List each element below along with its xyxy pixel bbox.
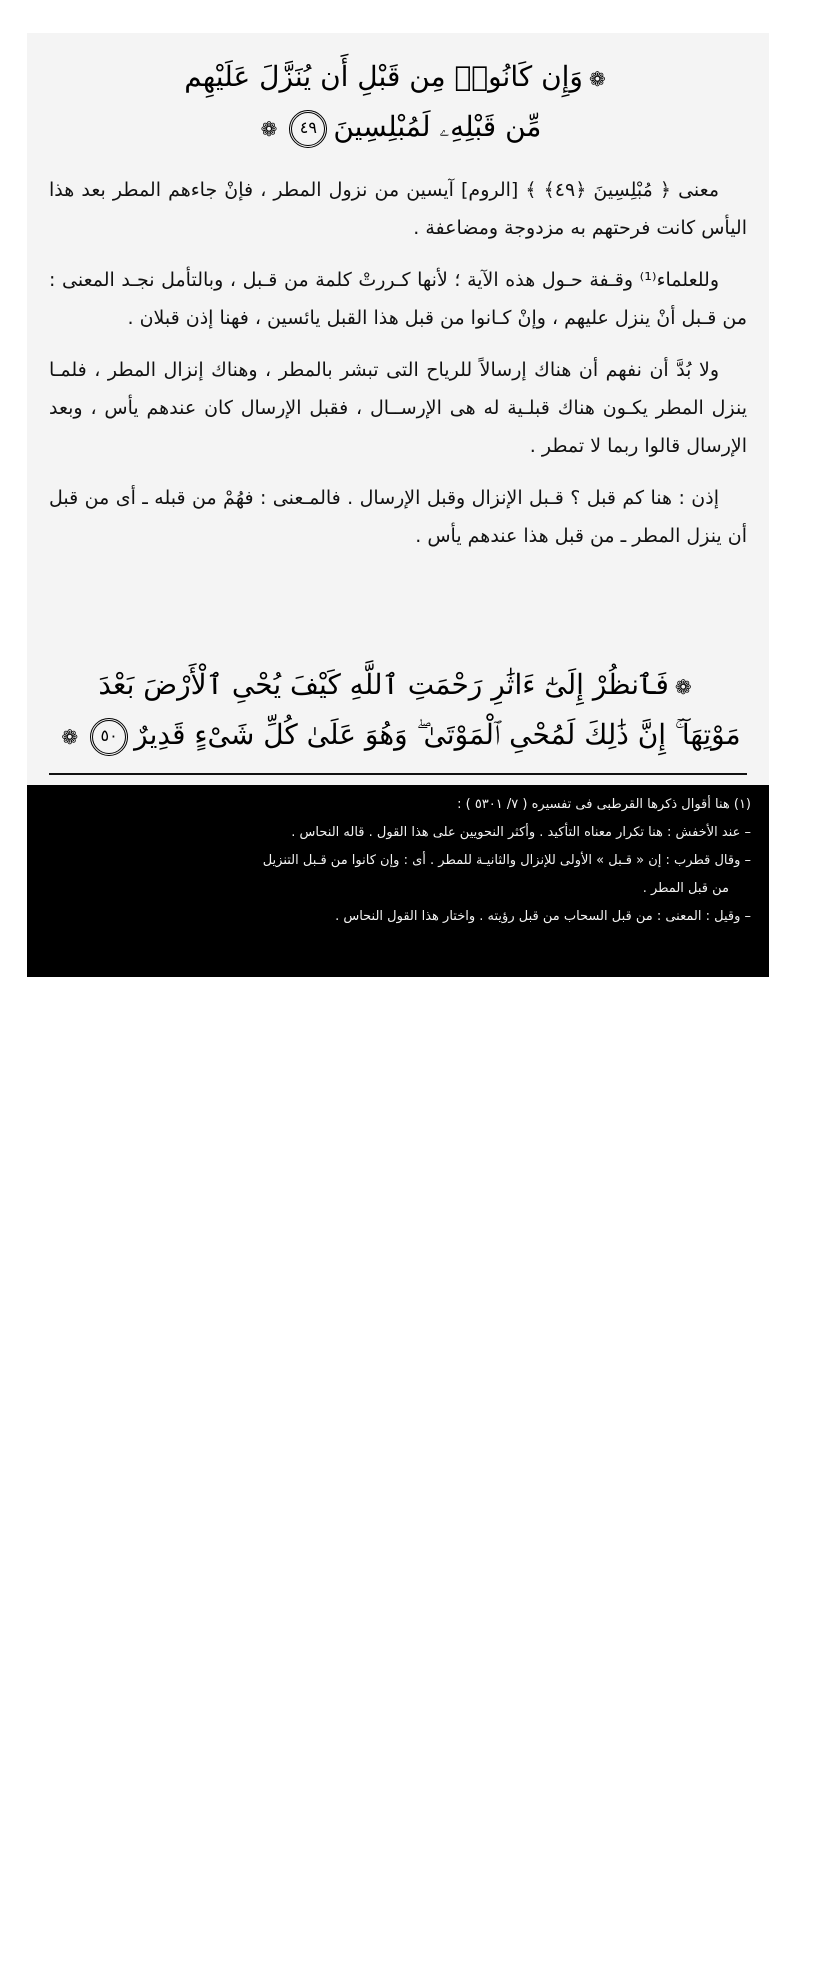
verse-50-line-1: [27, 661, 769, 711]
scanned-page: [27, 33, 769, 977]
footnote-item: – وقيل : المعنى : من قبل السحاب من قبل رؤيته . واختار هذا القول النحاس .: [335, 909, 751, 924]
page-body: [27, 33, 769, 785]
verse-49-line-1: [27, 53, 769, 103]
footnote-divider: [49, 773, 747, 775]
paragraph-2: وللعلماء⁽¹⁾ وقـفة حـول هذه الآية ؛ لأنها كـررتْ كلمة من قـبل ، وبالتأمل نجـد المعنى : من قـبل أنْ ينزل عليهم ، وإنْ كـانوا من قبل هذا القبل يائسين ، فهنا إذن قبلان .: [49, 269, 747, 329]
verse-49-text-1: وَإِن كَانُوا۟ مِن قَبْلِ أَن يُنَزَّلَ عَلَيْهِم: [184, 60, 583, 93]
verse-49-text-2: مِّن قَبْلِهِۦ لَمُبْلِسِينَ: [333, 110, 542, 143]
verse-49: [27, 53, 769, 153]
commentary: [49, 171, 747, 569]
ayah-number-badge: ٥٠: [90, 718, 128, 756]
verse-49-line-2: [27, 103, 769, 153]
verse-50-text-2: مَوْتِهَآ ۚ إِنَّ ذَٰلِكَ لَمُحْىِ ٱلْمَوْتَىٰ ۖ وَهُوَ عَلَىٰ كُلِّ شَىْءٍ قَدِيرٌ: [134, 718, 741, 751]
ornament-icon: ❁: [61, 725, 79, 749]
paragraph-1: معنى ﴿ مُبْلِسِينَ ﴿٤٩﴾ ﴾ [الروم] آيسين من نزول المطر ، فإنْ جاءهم المطر بعد هذا اليأس كانت فرحتهم به مزدوجة ومضاعفة .: [49, 179, 747, 239]
ornament-icon: ❁: [588, 67, 606, 91]
paragraph-4: إذن : هنا كم قبل ؟ قـبل الإنزال وقبل الإرسال . فالمـعنى : فهُمْ من قبله ـ أى من قبل أن ينزل المطر ـ من قبل هذا عندهم يأس .: [49, 487, 747, 547]
verse-50-line-2: [27, 711, 769, 761]
ornament-icon: ❁: [674, 675, 692, 699]
footnotes: [27, 785, 769, 977]
ornament-icon: ❁: [260, 117, 278, 141]
verse-50-text-1: فَٱنظُرْ إِلَىٰٓ ءَاثَٰرِ رَحْمَتِ ٱللَّهِ كَيْفَ يُحْىِ ٱلْأَرْضَ بَعْدَ: [98, 668, 669, 701]
paragraph-3: ولا بُدَّ أن نفهم أن هناك إرسالاً للرياح التى تبشر بالمطر ، وهناك إنزال المطر ، فلمـا ينزل المطر يكـون هناك قبلـية له هى الإرســال ، فقبل الإرسال كان عندهم يأس ، وبعد الإرسال قالوا ربما لا تمطر .: [49, 359, 747, 457]
ayah-number-badge: ٤٩: [289, 110, 327, 148]
footnote-item: من قبل المطر .: [642, 881, 729, 896]
footnote-header: (١) هنا أقوال ذكرها القرطبى فى تفسيره ( ٧/ ٥٣٠١ ) :: [457, 797, 751, 812]
footnote-item: – وقال قطرب : إن « قـبل » الأولى للإنزال والثانيـة للمطر . أى : وإن كانوا من قـبل التنزيل: [262, 853, 751, 868]
footnote-item: – عند الأخفش : هنا تكرار معناه التأكيد . وأكثر النحويين على هذا القول . قاله النحاس .: [291, 825, 751, 840]
verse-50: [27, 661, 769, 761]
